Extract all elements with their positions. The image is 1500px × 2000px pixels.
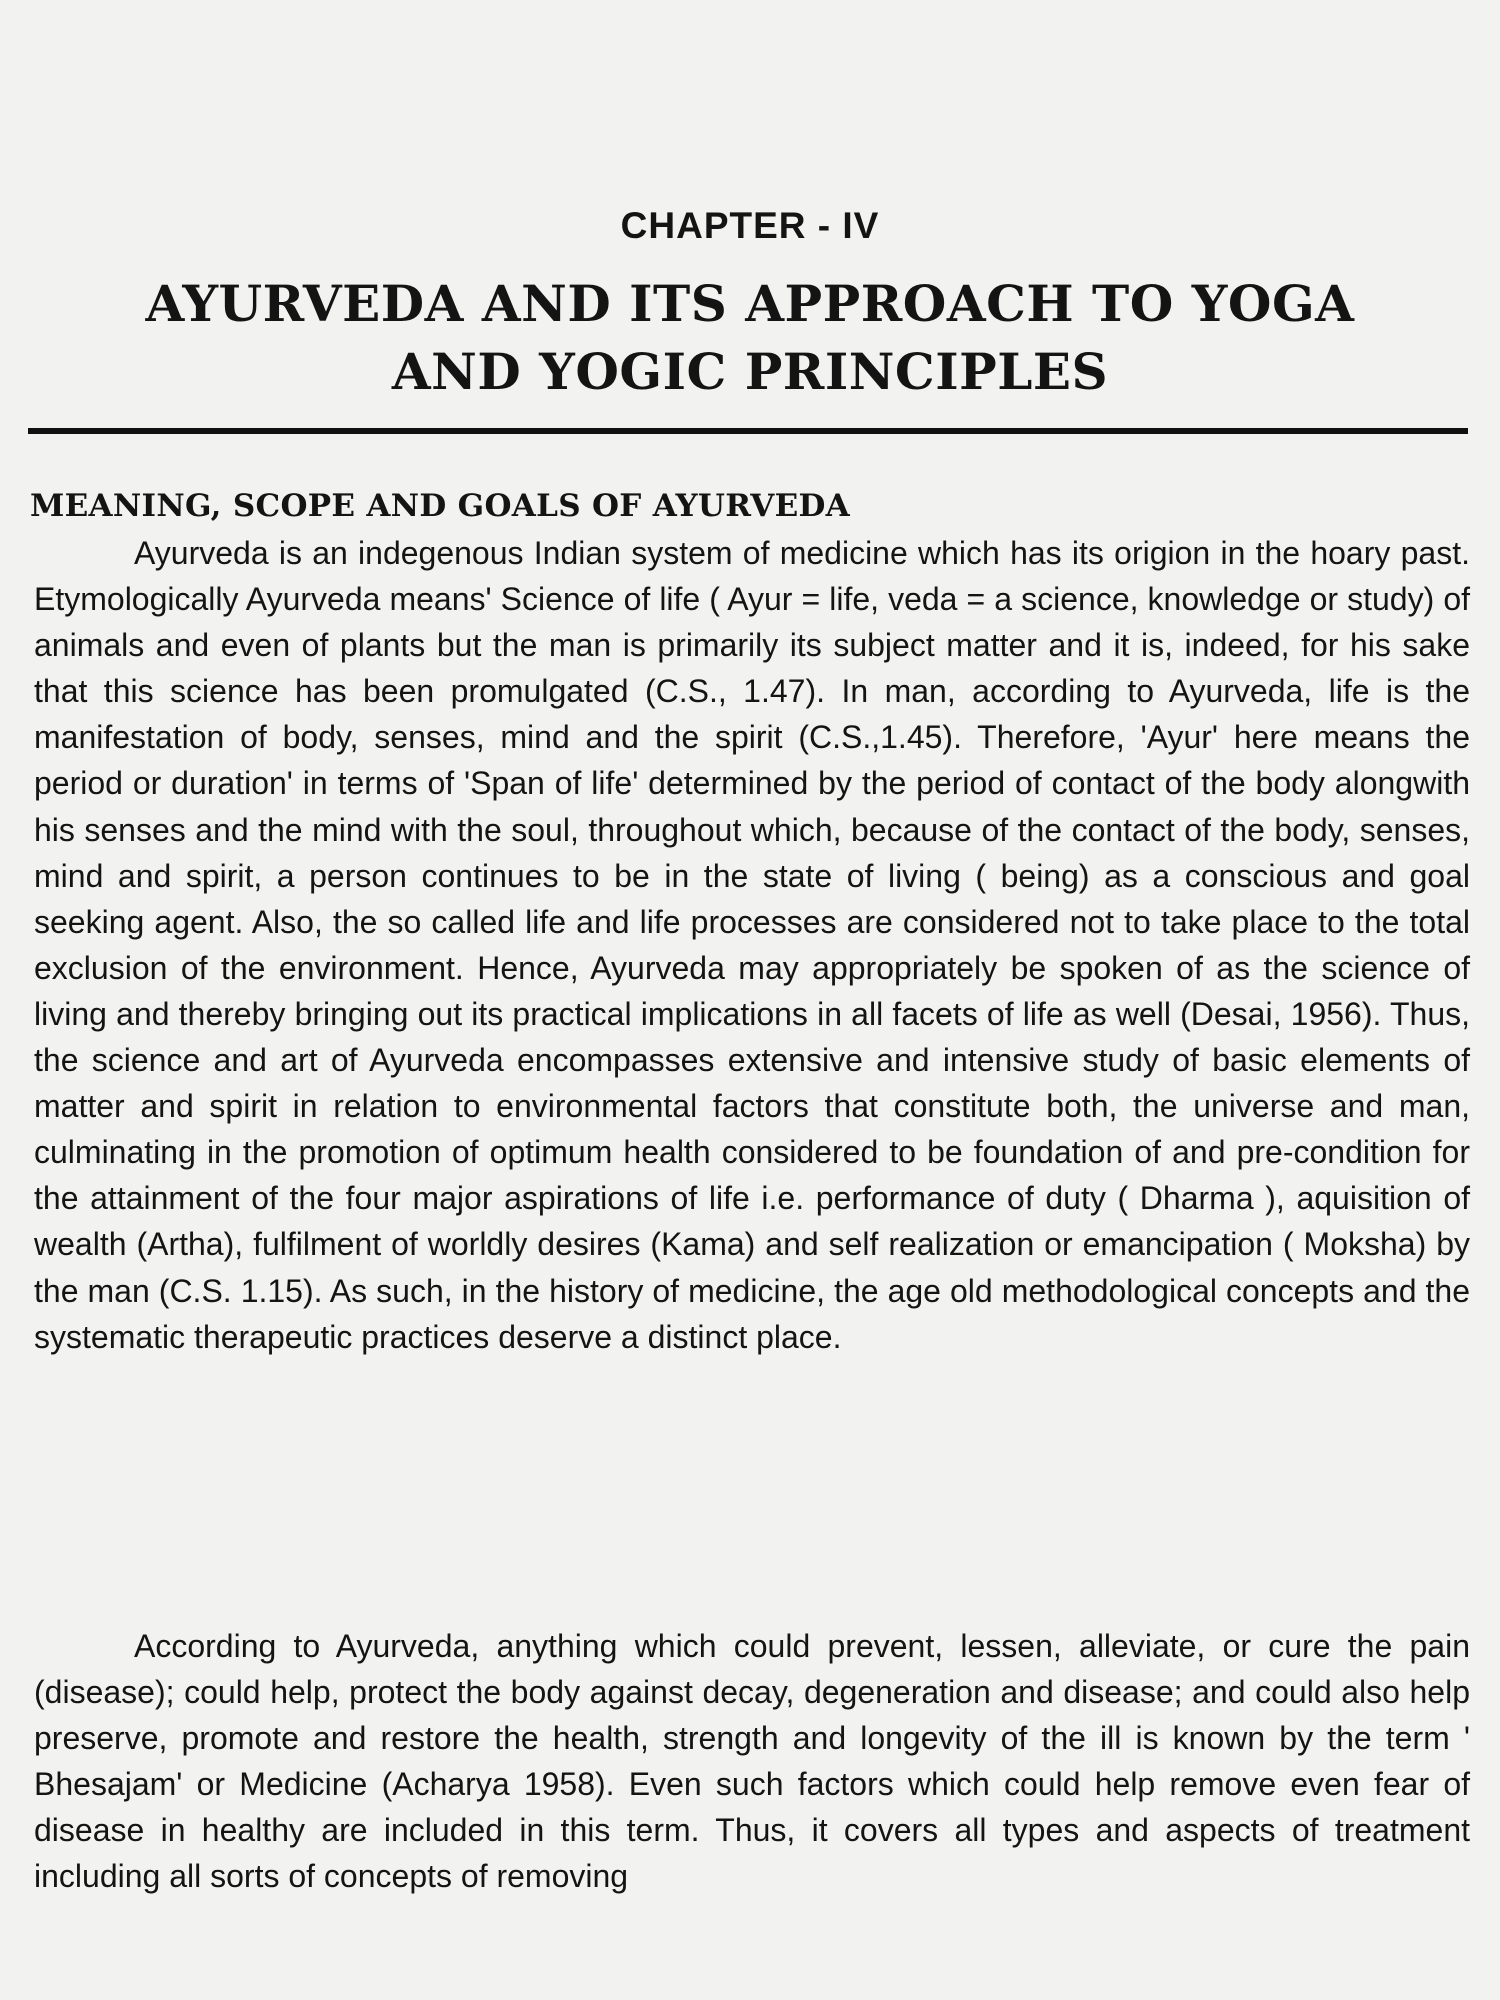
section-heading: MEANING, SCOPE AND GOALS OF AYURVEDA [30, 488, 851, 524]
chapter-title [20, 270, 1480, 406]
chapter-title-line-1: AYURVEDA AND ITS APPROACH TO YOGA [145, 274, 1355, 333]
title-divider [28, 428, 1468, 434]
body-paragraph-1: Ayurveda is an indegenous Indian system of medicine which has its origion in the hoary past. Etymologically Ayurveda means' Science of life ( Ayur = life, veda = a science, knowledge or study) of animals and even of plants but the man is primarily its subject matter and it is, indeed, for his sake that this science has been promulgated (C.S., 1.47). In man, according to Ayurveda, life is the manifestation of body, senses, mind and the spirit (C.S.,1.45). Therefore, 'Ayur' here means the period or duration' in terms of 'Span of life' determined by the period of contact of the body alongwith his senses and the mind with the soul, throughout which, because of the contact of the body, senses, mind and spirit, a person continues to be in the state of living ( being) as a conscious and goal seeking agent. Also, the so called life and life processes are considered not to take place to the total exclusion of the environment. Hence, Ayurveda may appropriately be spoken of as the science of living and thereby bringing out its practical implications in all facets of life as well (Desai, 1956). Thus, the science and art of Ayurveda encompasses extensive and intensive study of basic elements of matter and spirit in relation to environmental factors that constitute both, the universe and man, culminating in the promotion of optimum health considered to be foundation of and pre-condition for the attainment of the four major aspirations of life i.e. performance of duty ( Dharma ), aquisition of wealth (Artha), fulfilment of worldly desires (Kama) and self realization or emancipation ( Moksha) by the man (C.S. 1.15). As such, in the history of medicine, the age old methodological concepts and the systematic therapeutic practices deserve a distinct place. [34, 535, 1470, 1355]
body-paragraph-2: According to Ayurveda, anything which could prevent, lessen, alleviate, or cure the pain (disease); could help, protect the body against decay, degeneration and disease; and could also help preserve, promote and restore the health, strength and longevity of the ill is known by the term ' Bhesajam' or Medicine (Acharya 1958). Even such factors which could help remove even fear of disease in healthy are included in this term. Thus, it covers all types and aspects of treatment including all sorts of concepts of removing [34, 1628, 1470, 1895]
chapter-title-line-2: AND YOGIC PRINCIPLES [391, 342, 1109, 401]
chapter-label: CHAPTER - IV [620, 205, 880, 246]
